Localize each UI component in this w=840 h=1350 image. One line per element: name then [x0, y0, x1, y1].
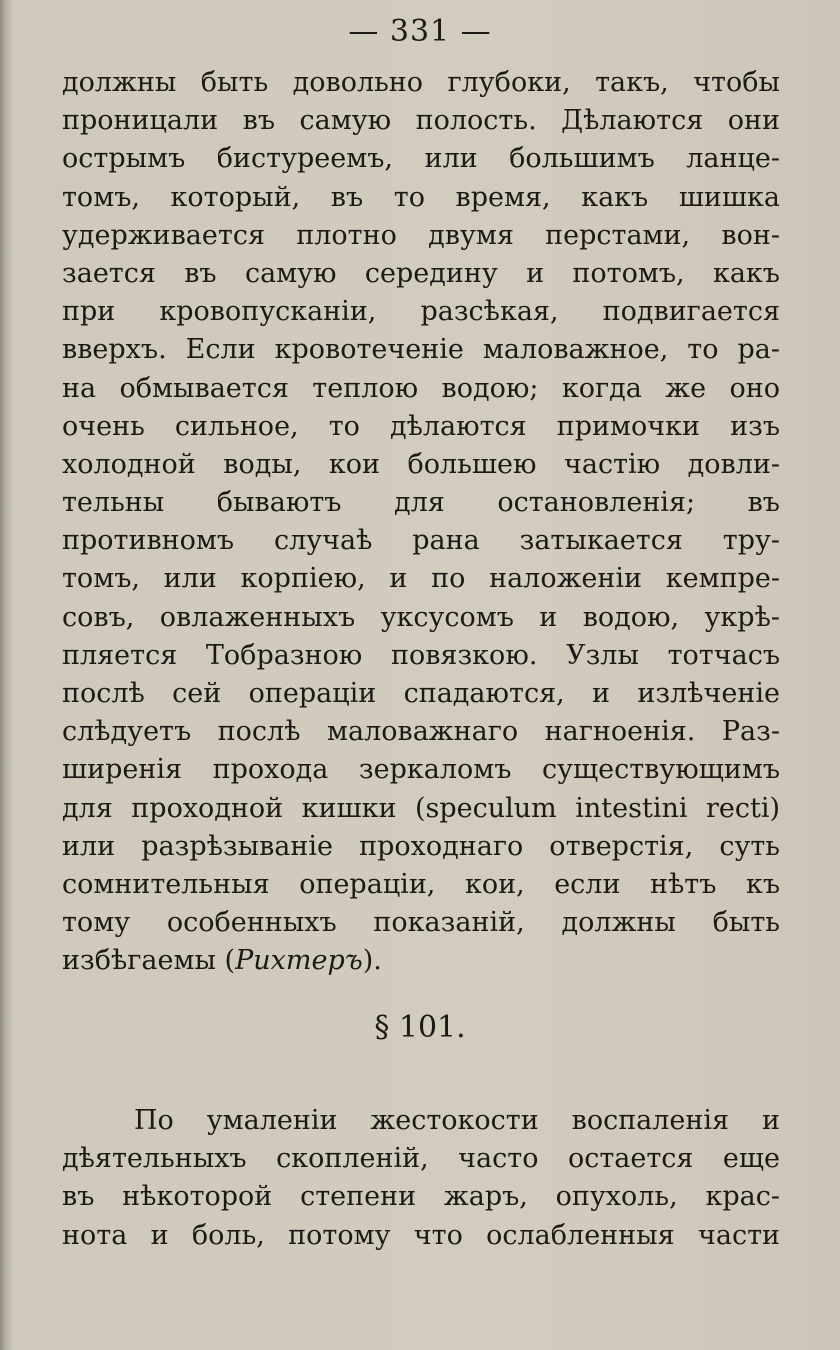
text-line: нота и боль, потому что ослабленныя части	[62, 1219, 780, 1251]
text-line-last	[62, 942, 780, 980]
text-line: или разрѣзываніе проходнаго отверстія, суть	[62, 830, 780, 862]
text-line: должны быть довольно глубоки, такъ, чтобы	[62, 67, 780, 98]
text-line: совъ, овлаженныхъ уксусомъ и водою, укрѣ-	[62, 601, 780, 633]
text-line: для проходной кишки (speculum intestini recti)	[62, 792, 780, 824]
text-line: зается въ самую середину и потомъ, какъ	[62, 257, 780, 289]
section-heading: § 101.	[374, 1010, 466, 1045]
text-line: сомнительныя операціи, кои, если нѣтъ къ	[62, 868, 780, 900]
text-line: слѣдуетъ послѣ маловажнаго нагноенія. Раз-	[62, 716, 780, 748]
text-line: По умаленіи жестокости воспаленія и	[134, 1105, 780, 1136]
text-line: острымъ бистуреемъ, или большимъ ланце-	[62, 143, 780, 175]
text-line: дѣятельныхъ скопленій, часто остается еще	[62, 1143, 780, 1175]
text-line: при кровопусканіи, разсѣкая, подвигается	[62, 296, 780, 328]
text-line: холодной воды, кои большею частію довли-	[62, 448, 780, 480]
paragraph-1	[62, 64, 780, 981]
text-line: на обмывается теплою водою; когда же оно	[62, 372, 780, 404]
last-line-end: ).	[362, 945, 382, 977]
text-line: пляется Тобразною повязкою. Узлы тотчасъ	[62, 639, 780, 671]
text-line: послѣ сей операціи спадаются, и излѣченіе	[62, 678, 780, 709]
text-line: очень сильное, то дѣлаются примочки изъ	[62, 410, 780, 442]
text-line: проницали въ самую полость. Дѣлаются они	[62, 105, 780, 137]
text-line: ширенія прохода зеркаломъ существующимъ	[62, 754, 780, 786]
text-line: вверхъ. Если кровотеченіе маловажное, то ра-	[62, 334, 780, 366]
author-citation: Рихтеръ	[235, 945, 363, 977]
text-line: томъ, или корпіею, и по наложеніи кемпре-	[62, 563, 780, 595]
page-number: — 331 —	[348, 14, 492, 49]
text-line: противномъ случаѣ рана затыкается тру-	[62, 525, 780, 557]
text-line: тому особенныхъ показаній, должны быть	[62, 907, 780, 939]
text-line: въ нѣкоторой степени жаръ, опухоль, крас-	[62, 1181, 780, 1213]
last-line-text: избѣгаемы (	[62, 945, 236, 977]
text-line: удерживается плотно двумя перстами, вон-	[62, 219, 780, 251]
text-line: томъ, который, въ то время, какъ шишка	[62, 181, 780, 213]
paragraph-2	[62, 1102, 780, 1255]
text-line: тельны бываютъ для остановленія; въ	[62, 487, 780, 519]
